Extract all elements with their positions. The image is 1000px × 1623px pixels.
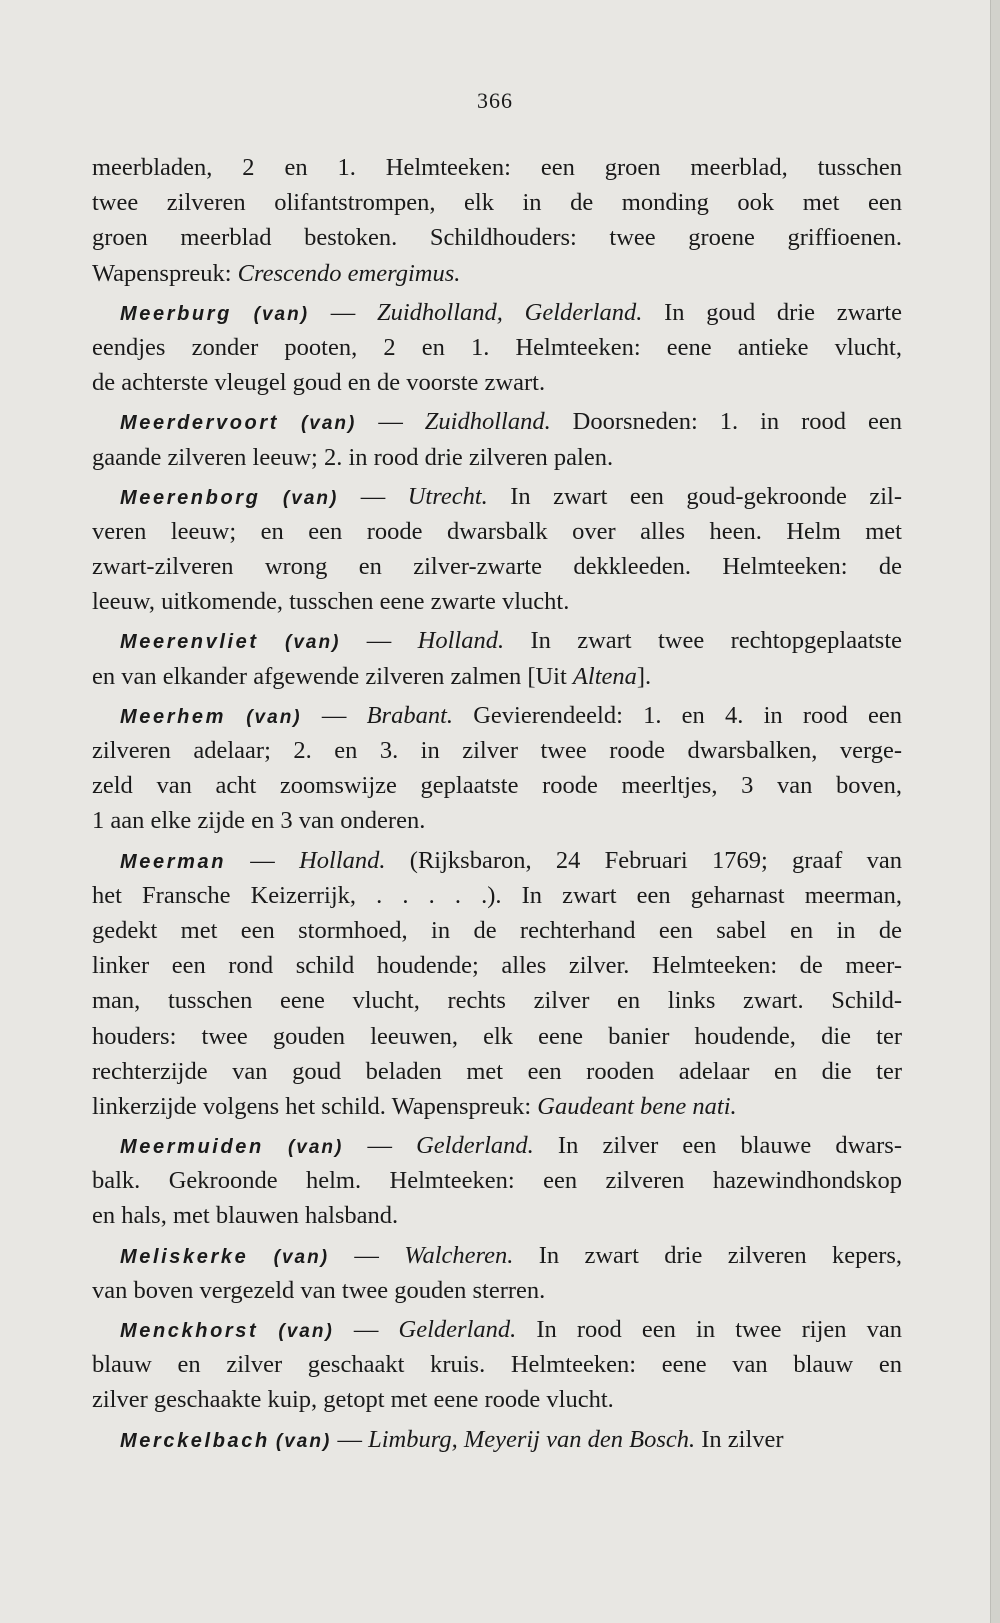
entry-meerenborg	[92, 479, 902, 620]
entry-location: Gelderland.	[398, 1316, 517, 1343]
text-line-content: zilver geschaakte kuip, getopt met eene roode vlucht.	[92, 1386, 614, 1414]
text-line-content: balk. Gekroonde helm. Helmteeken: een zilveren hazewindhondskop	[92, 1167, 902, 1195]
entry-name: Meerdervoort	[120, 412, 280, 435]
entry-first-text: In zwart een goud-gekroonde zil-	[487, 482, 902, 510]
text-line	[92, 983, 902, 1018]
text-line	[92, 1347, 902, 1382]
text-line-content: eendjes zonder pooten, 2 en 1. Helmteeken: eene antieke vlucht,	[92, 333, 902, 361]
text-line: twee zilveren olifantstrompen, elk in de monding ook met een	[92, 189, 902, 217]
text-line	[92, 948, 902, 983]
entry-name: Merckelbach	[120, 1429, 270, 1452]
entry-van: (van)	[282, 487, 339, 509]
entry-heading-line	[92, 479, 902, 514]
entry-source-suffix: ].	[636, 662, 652, 690]
text-line-content: en van elkander afgewende zilveren zalmen [Uit	[92, 662, 573, 690]
entry-dash: —	[301, 701, 367, 729]
entry-heading-line	[92, 1238, 902, 1273]
motto: Crescendo emergimus.	[237, 259, 461, 287]
text-line	[92, 733, 902, 768]
entry-dash: —	[343, 1132, 417, 1160]
text-line: meerbladen, 2 en 1. Helmteeken: een groen meerblad, tusschen	[92, 154, 902, 181]
entry-dash: —	[226, 846, 300, 874]
entry-first-text: Doorsneden: 1. in rood een	[550, 408, 902, 436]
entry-van: (van)	[287, 1137, 344, 1159]
entry-dash: —	[329, 1241, 405, 1269]
entry-heading-line	[92, 295, 902, 330]
entry-heading-line	[92, 404, 902, 439]
intro-paragraph	[92, 150, 902, 291]
text-line	[92, 440, 902, 475]
text-line-content: en hals, met blauwen halsband.	[92, 1202, 399, 1230]
entry-source: Altena	[572, 662, 637, 690]
text-line	[92, 803, 902, 838]
entry-van: (van)	[300, 413, 357, 435]
text-line	[92, 1198, 902, 1233]
entry-first-text: In rood een in twee rijen van	[516, 1316, 902, 1343]
text-line-content: blauw en zilver geschaakt kruis. Helmteeken: eene van blauw en	[92, 1351, 902, 1379]
entry-location: Limburg, Meyerij van den Bosch.	[368, 1425, 696, 1453]
text-line	[92, 584, 902, 619]
entry-name: Meliskerke	[120, 1245, 249, 1268]
text-line	[92, 256, 902, 291]
text-line	[92, 330, 902, 365]
text-line	[92, 1089, 902, 1124]
entry-name: Meerman	[120, 850, 227, 873]
text-line	[92, 1019, 902, 1054]
text-line-content: 1 aan elke zijde en 3 van onderen.	[92, 807, 426, 835]
text-line	[92, 549, 902, 584]
entry-heading-line	[92, 1422, 902, 1457]
entry-location: Zuidholland.	[424, 408, 551, 436]
entry-name: Menckhorst	[120, 1320, 259, 1342]
entry-heading-line	[92, 698, 902, 733]
entry-location: Holland.	[299, 846, 386, 874]
text-line	[92, 1163, 902, 1198]
entry-name: Meerenvliet	[120, 631, 259, 654]
entry-dash: —	[356, 408, 425, 436]
text-line-content: linker een rond schild houdende; alles zilver. Helmteeken: de meer-	[92, 952, 902, 980]
entry-van: (van)	[246, 706, 302, 728]
entry-van: (van)	[275, 1430, 332, 1452]
page-text	[92, 150, 902, 1461]
text-line	[92, 365, 902, 400]
entry-menckhorst	[92, 1312, 902, 1418]
entry-name: Meermuiden	[120, 1136, 264, 1159]
text-line-content: zilveren adelaar; 2. en 3. in zilver twee roode dwarsbalken, verge-	[92, 737, 902, 764]
entry-first-text: Gevierendeeld: 1. en 4. in rood een	[453, 701, 902, 729]
text-line-content: zeld van acht zoomswijze geplaatste roode meerltjes, 3 van boven,	[92, 772, 902, 800]
text-line	[92, 913, 902, 948]
entry-meerburg	[92, 295, 902, 401]
entry-heading-line	[92, 623, 902, 658]
text-line-content: linkerzijde volgens het schild. Wapenspreuk:	[92, 1092, 538, 1120]
entry-list	[92, 295, 902, 1457]
text-line: groen meerblad bestoken. Schildhouders: twee groene griffioenen.	[92, 224, 902, 252]
entry-meliskerke	[92, 1238, 902, 1308]
text-line-content: zwart-zilveren wrong en zilver-zwarte dekkleeden. Helmteeken: de	[92, 553, 902, 581]
text-line	[92, 1054, 902, 1089]
entry-location: Zuidholland, Gelderland.	[377, 298, 643, 326]
entry-dash: —	[331, 1425, 369, 1453]
entry-location: Walcheren.	[404, 1241, 514, 1269]
text-line	[92, 878, 902, 913]
entry-first-text: In zilver een blauwe dwars-	[533, 1132, 902, 1160]
entry-first-text: In zwart drie zilveren kepers,	[513, 1241, 902, 1269]
entry-meerenvliet	[92, 623, 902, 693]
page-number: 366	[477, 88, 513, 113]
text-line	[92, 1273, 902, 1308]
entry-dash: —	[340, 627, 418, 655]
entry-first-text: In goud drie zwarte	[642, 298, 902, 326]
entry-van: (van)	[253, 303, 310, 325]
text-line-content: het Fransche Keizerrijk, . . . . .). In zwart een geharnast meerman,	[92, 881, 902, 909]
text-line	[92, 1382, 902, 1417]
text-line-content: leeuw, uitkomende, tusschen eene zwarte vlucht.	[92, 588, 570, 616]
entry-first-text: (Rijksbaron, 24 Februari 1769; graaf van	[385, 846, 902, 874]
entry-location: Holland.	[417, 627, 505, 655]
entry-location: Gelderland.	[416, 1132, 534, 1160]
entry-first-text: In zilver	[695, 1425, 784, 1453]
entry-van: (van)	[273, 1246, 330, 1268]
text-line-content: houders: twee gouden leeuwen, elk eene banier houdende, die ter	[92, 1022, 902, 1050]
entry-dash: —	[338, 482, 408, 510]
entry-van: (van)	[285, 632, 341, 654]
motto-prefix: Wapenspreuk:	[92, 259, 238, 287]
entry-heading-line	[92, 1312, 902, 1347]
entry-first-text: In zwart twee rechtopgeplaatste	[504, 627, 902, 655]
entry-name: Meerhem	[120, 705, 227, 728]
entry-dash: —	[309, 298, 377, 326]
entry-meerman	[92, 843, 902, 1125]
text-line	[92, 659, 902, 694]
text-line-content: de achterste vleugel goud en de voorste zwart.	[92, 369, 546, 397]
text-line-content: van boven vergezeld van twee gouden sterren.	[92, 1276, 546, 1304]
entry-meerdervoort	[92, 404, 902, 474]
text-line-content: man, tusschen eene vlucht, rechts zilver en links zwart. Schild-	[92, 987, 902, 1015]
text-line	[92, 514, 902, 549]
entry-heading-line	[92, 1128, 902, 1163]
entry-dash: —	[333, 1316, 399, 1343]
entry-meerhem	[92, 698, 902, 839]
entry-meermuiden	[92, 1128, 902, 1234]
entry-location: Brabant.	[366, 701, 454, 729]
entry-van: (van)	[278, 1321, 334, 1342]
entry-name: Meerburg	[120, 302, 232, 325]
text-line-content: veren leeuw; en een roode dwarsbalk over alles heen. Helm met	[92, 517, 902, 545]
text-line-content: gedekt met een stormhoed, in de rechterhand een sabel en in de	[92, 916, 902, 944]
entry-heading-line	[92, 843, 902, 878]
entry-motto: Gaudeant bene nati.	[537, 1092, 737, 1120]
text-line	[92, 768, 902, 803]
entry-merckelbach	[92, 1422, 902, 1457]
entry-location: Utrecht.	[407, 482, 488, 510]
text-line-content: rechterzijde van goud beladen met een rooden adelaar en die ter	[92, 1057, 902, 1085]
text-line-content: gaande zilveren leeuw; 2. in rood drie zilveren palen.	[92, 443, 614, 471]
entry-name: Meerenborg	[120, 486, 261, 509]
